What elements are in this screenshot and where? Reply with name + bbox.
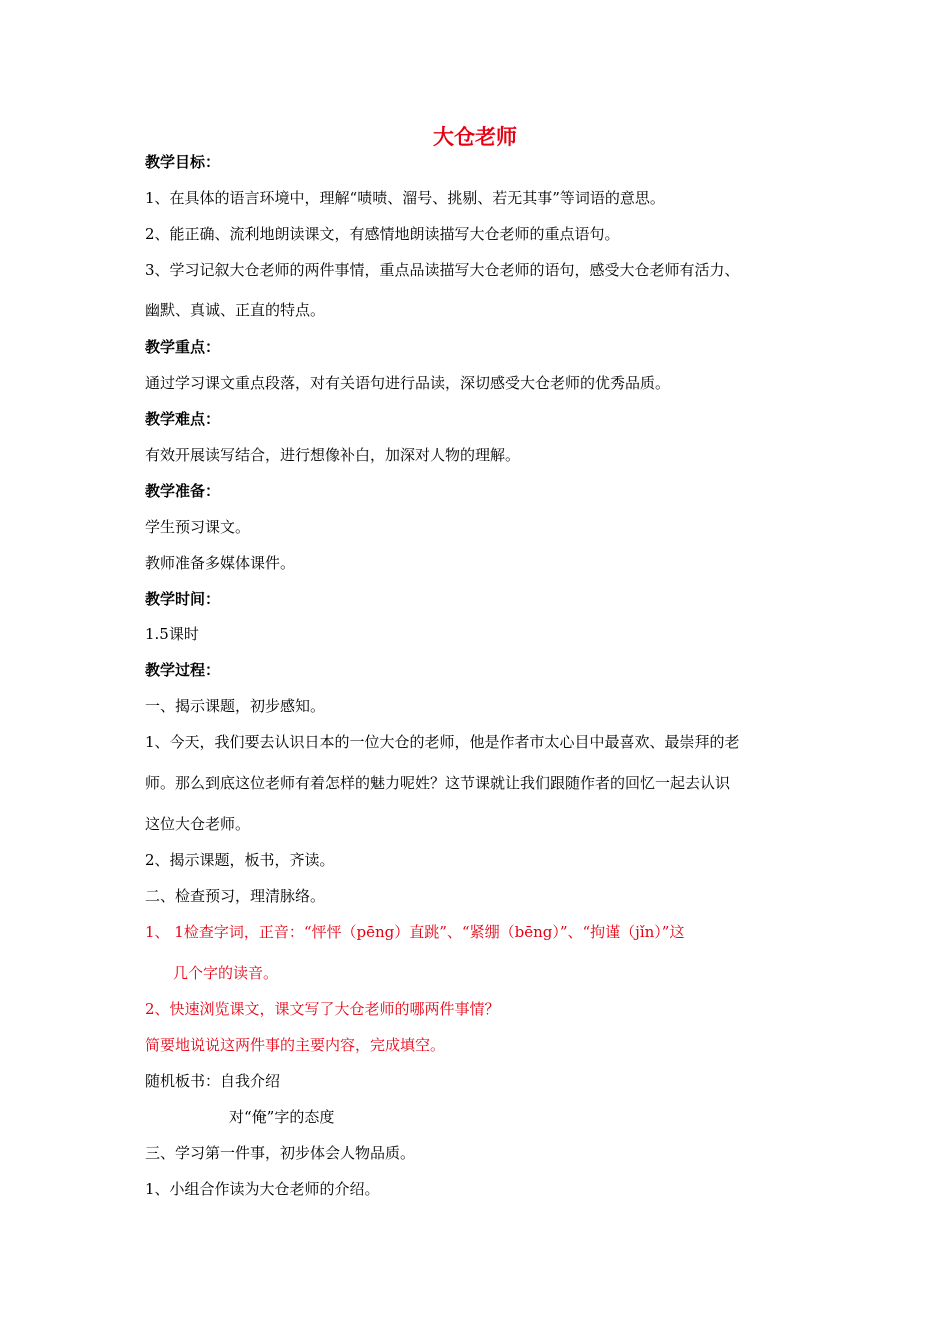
process-line: 二、检查预习，理清脉络。 [145, 887, 326, 905]
board-writing: 对“俺”字的态度 [229, 1108, 335, 1126]
process-line: 1、今天，我们要去认识日本的一位大仓的老师，他是作者市太心目中最喜欢、最崇拜的老 [145, 733, 740, 751]
goal-item: 幽默、真诚、正直的特点。 [145, 301, 326, 319]
process-line-highlight: 几个字的读音。 [173, 964, 279, 982]
goal-item: 2、能正确、流利地朗读课文，有感情地朗读描写大仓老师的重点语句。 [145, 225, 620, 243]
difficulties-heading: 教学难点： [145, 410, 221, 428]
process-line-highlight: 1、 1检查字词，正音：“怦怦（pēng）直跳”、“紧绷（bēng）”、“拘谨（jǐn）”这 [145, 923, 685, 941]
preparation-item: 教师准备多媒体课件。 [145, 554, 296, 572]
process-line: 这位大仓老师。 [145, 815, 251, 833]
key-points-text: 通过学习课文重点段落，对有关语句进行品读，深切感受大仓老师的优秀品质。 [145, 374, 671, 392]
process-heading: 教学过程： [145, 661, 221, 679]
process-line: 1、小组合作读为大仓老师的介绍。 [145, 1180, 380, 1198]
document-title: 大仓老师 [433, 125, 517, 149]
goal-item: 1、在具体的语言环境中，理解“啧啧、溜号、挑剔、若无其事”等词语的意思。 [145, 189, 665, 207]
preparation-item: 学生预习课文。 [145, 518, 251, 536]
process-line-highlight: 简要地说说这两件事的主要内容，完成填空。 [145, 1036, 446, 1054]
goals-heading: 教学目标： [145, 153, 221, 171]
process-line: 师。那么到底这位老师有着怎样的魅力呢姓？这节课就让我们跟随作者的回忆一起去认识 [145, 774, 731, 792]
time-heading: 教学时间： [145, 590, 221, 608]
process-line: 2、揭示课题，板书，齐读。 [145, 851, 335, 869]
process-line: 一、揭示课题，初步感知。 [145, 697, 326, 715]
board-writing: 随机板书：自我介绍 [145, 1072, 281, 1090]
preparation-heading: 教学准备： [145, 482, 221, 500]
difficulties-text: 有效开展读写结合，进行想像补白，加深对人物的理解。 [145, 446, 521, 464]
time-text: 1.5课时 [145, 625, 199, 643]
goal-item: 3、学习记叙大仓老师的两件事情，重点品读描写大仓老师的语句，感受大仓老师有活力、 [145, 261, 740, 279]
process-line-highlight: 2、快速浏览课文，课文写了大仓老师的哪两件事情？ [145, 1000, 500, 1018]
key-points-heading: 教学重点： [145, 338, 221, 356]
process-line: 三、学习第一件事，初步体会人物品质。 [145, 1144, 416, 1162]
